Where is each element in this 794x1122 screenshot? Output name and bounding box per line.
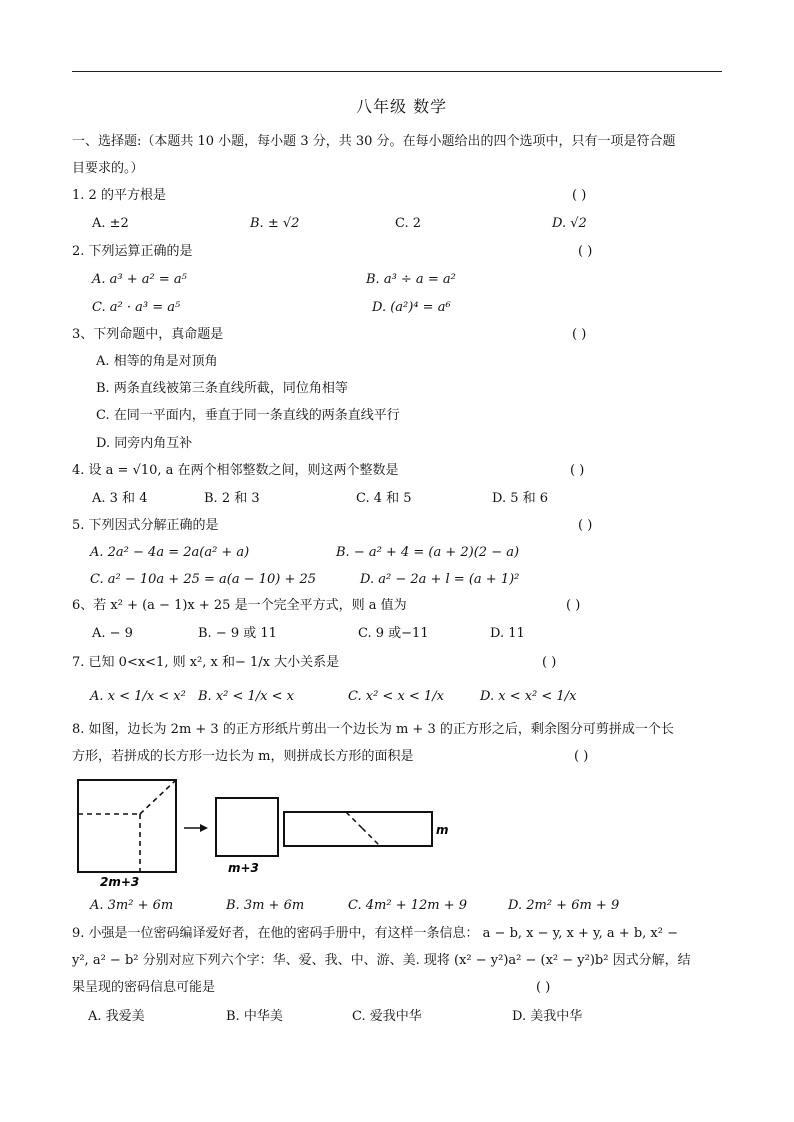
q4-option-c: C. 4 和 5 [356,491,412,506]
q2-option-c: C. a² · a³ = a⁵ [92,300,181,315]
q9-stem-line2: y², a² − b² 分别对应下列六个字：华、爱、我、中、游、美. 现将 (x² − y²)a² − (x² − y²)b² 因式分解，结 [72,953,691,968]
q9-option-b: B. 中华美 [226,1009,283,1024]
section-instructions-line1: 一、选择题:（本题共 10 小题，每小题 3 分，共 30 分。在每小题给出的四个选项中，只有一项是符合题 [72,134,676,149]
q3-answer-paren: ( ) [572,327,587,342]
q4-stem: 4. 设 a = √10, a 在两个相邻整数之间，则这两个整数是 [72,463,399,478]
small-square [216,798,278,856]
q1-option-c: C. 2 [395,216,422,231]
q6-option-c: C. 9 或−11 [358,626,429,641]
q6-stem: 6、若 x² + (a − 1)x + 25 是一个完全平方式，则 a 值为 [72,598,407,613]
q4-option-b: B. 2 和 3 [204,491,260,506]
q9-stem-line3: 果呈现的密码信息可能是 [72,980,216,995]
q1-option-a: A. ±2 [92,216,129,231]
page-title: 八年级 数学 [356,97,448,116]
q9-option-c: C. 爱我中华 [352,1009,422,1024]
long-rectangle [284,812,432,846]
q3-option-c: C. 在同一平面内，垂直于同一条直线的两条直线平行 [96,408,400,423]
q8-answer-paren: ( ) [574,749,589,764]
q2-answer-paren: ( ) [578,244,593,259]
q9-option-d: D. 美我中华 [512,1009,583,1024]
q8-option-d: D. 2m² + 6m + 9 [508,898,620,913]
q2-option-a: A. a³ + a² = a⁵ [92,272,187,287]
q9-option-a: A. 我爱美 [88,1009,145,1024]
rectangle-label: m [436,823,449,837]
q7-stem: 7. 已知 0<x<1, 则 x², x 和− 1/x 大小关系是 [72,655,340,670]
section-instructions-line2: 目要求的。） [72,161,144,176]
q4-answer-paren: ( ) [570,463,585,478]
q5-option-a: A. 2a² − 4a = 2a(a² + a) [90,545,250,560]
q4-option-a: A. 3 和 4 [92,491,148,506]
q6-option-a: A. − 9 [92,626,133,641]
cut-line-diagonal [140,780,176,814]
q1-option-d: D. √2 [552,216,587,231]
q6-option-d: D. 11 [490,626,525,641]
q5-answer-paren: ( ) [578,518,593,533]
q5-option-d: D. a² − 2a + l = (a + 1)² [360,572,520,587]
q2-stem: 2. 下列运算正确的是 [72,244,193,259]
q3-stem: 3、下列命题中，真命题是 [72,327,224,342]
q8-stem-line2: 方形，若拼成的长方形一边长为 m，则拼成长方形的面积是 [72,749,414,764]
q3-option-b: B. 两条直线被第三条直线所截，同位角相等 [96,381,348,396]
q6-answer-paren: ( ) [566,598,581,613]
q9-stem-line1: 9. 小强是一位密码编译爱好者，在他的密码手册中，有这样一条信息： a − b, x − y, x + y, a + b, x² − [72,926,678,941]
rect-cut-1 [346,812,362,828]
q8-option-c: C. 4m² + 12m + 9 [348,898,468,913]
q8-option-a: A. 3m² + 6m [90,898,174,913]
q9-answer-paren: ( ) [536,980,551,995]
q1-option-b: B. ± √2 [250,216,300,231]
q7-option-a: A. x < 1/x < x² [90,689,186,704]
q1-answer-paren: ( ) [572,188,587,203]
rect-cut-2 [362,828,380,846]
q5-option-c: C. a² − 10a + 25 = a(a − 10) + 25 [90,572,317,587]
q1-stem: 1. 2 的平方根是 [72,188,166,203]
q7-answer-paren: ( ) [542,655,557,670]
small-square-label: m+3 [228,861,259,875]
q7-option-c: C. x² < x < 1/x [348,689,444,704]
q2-option-b: B. a³ ÷ a = a² [366,272,456,287]
q2-option-d: D. (a²)⁴ = a⁶ [372,300,451,315]
q5-option-b: B. − a² + 4 = (a + 2)(2 − a) [336,545,520,560]
q8-figure [70,770,460,892]
q8-option-b: B. 3m + 6m [226,898,305,913]
q6-option-b: B. − 9 或 11 [198,626,277,641]
q8-stem-line1: 8. 如图，边长为 2m + 3 的正方形纸片剪出一个边长为 m + 3 的正方形之后，剩余图分可剪拼成一个长 [72,722,674,737]
q3-option-d: D. 同旁内角互补 [96,436,193,451]
q7-option-d: D. x < x² < 1/x [480,689,577,704]
q7-option-b: B. x² < 1/x < x [198,689,294,704]
q3-option-a: A. 相等的角是对顶角 [96,354,218,369]
big-square-label: 2m+3 [100,875,140,889]
q4-option-d: D. 5 和 6 [492,491,549,506]
arrow-head-icon [200,824,208,832]
q5-stem: 5. 下列因式分解正确的是 [72,518,219,533]
header-rule [72,71,722,72]
